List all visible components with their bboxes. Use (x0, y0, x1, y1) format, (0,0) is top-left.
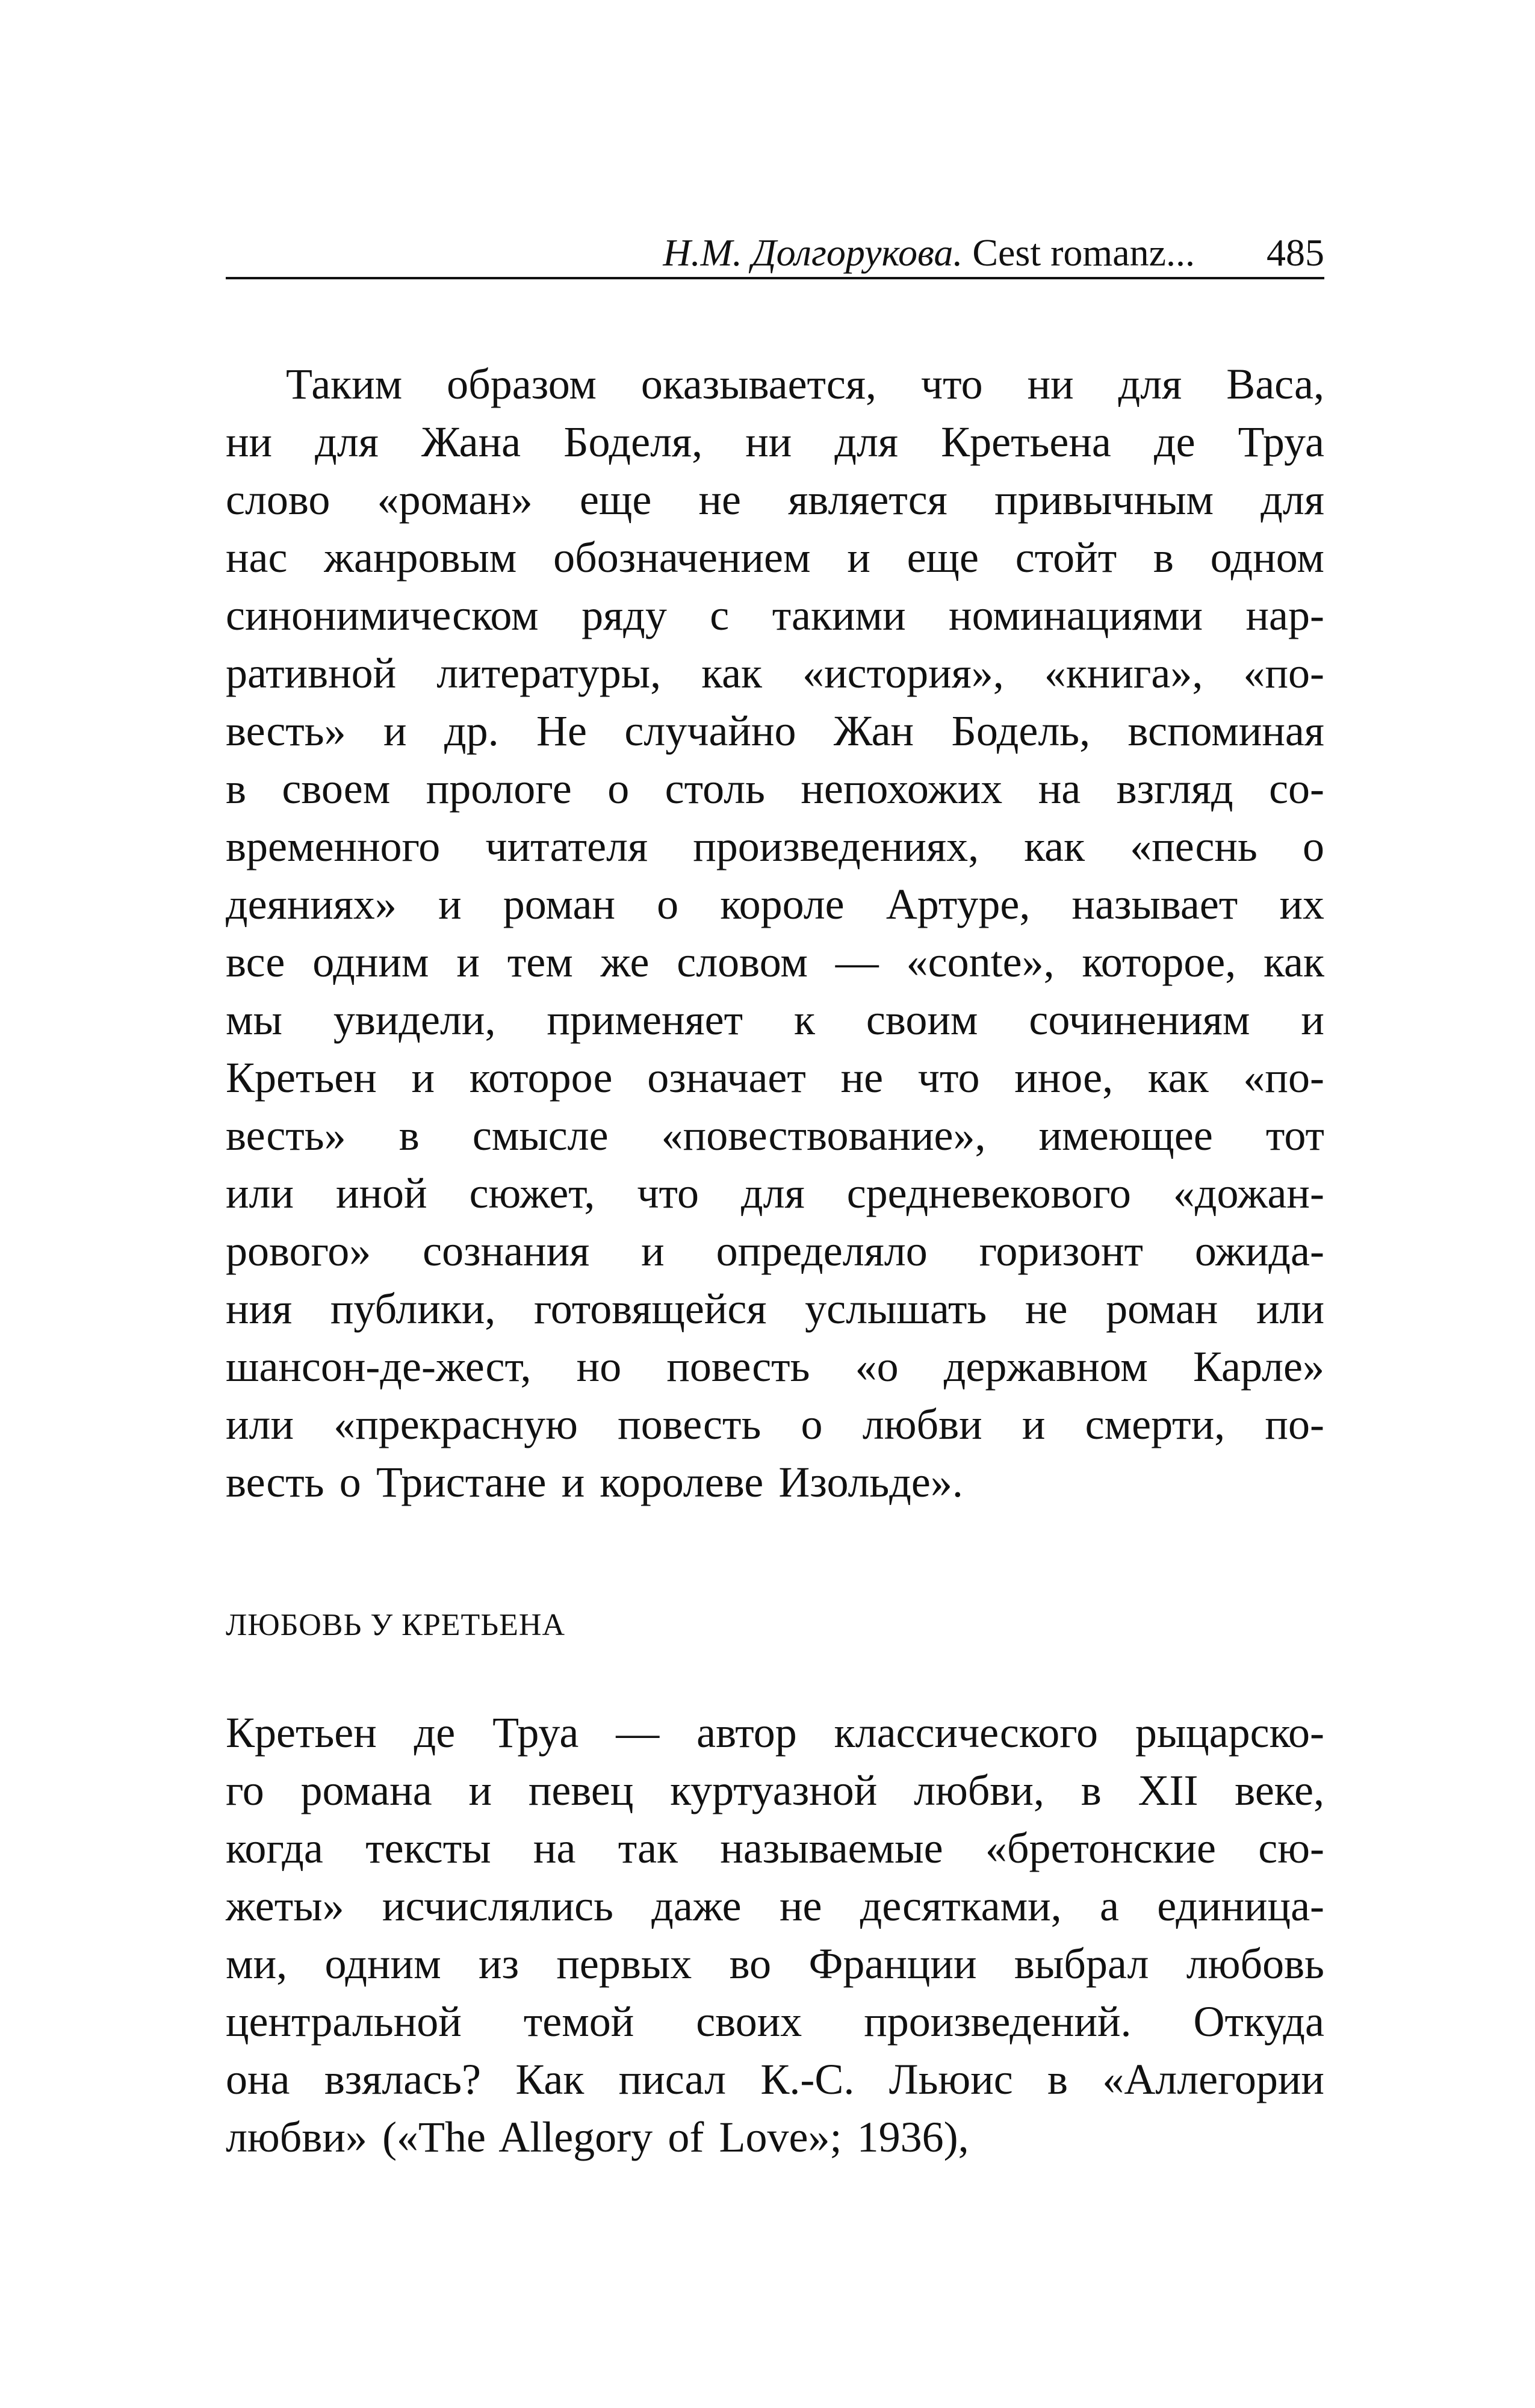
text-line: весть» и др. Не случайно Жан Бодель, вспоминая (226, 707, 1324, 755)
text-line: весть о Тристане и королеве Изольде». (226, 1458, 963, 1506)
text-line: деяниях» и роман о короле Артуре, называет их (226, 880, 1324, 928)
text-line: когда тексты на так называемые «бретонские сю- (226, 1824, 1324, 1872)
text-line: весть» в смысле «повествование», имеющее тот (226, 1111, 1324, 1159)
text-line: ративной литературы, как «история», «книга», «по- (226, 649, 1324, 697)
paragraph-2 (226, 1704, 1324, 2166)
text-line: в своем прологе о столь непохожих на взгляд со- (226, 765, 1324, 813)
running-head-work-title: Cest romanz... (972, 231, 1195, 274)
paragraph-1 (226, 355, 1324, 1511)
text-line: ния публики, готовящейся услышать не роман или (226, 1285, 1324, 1333)
text-line: ми, одним из первых во Франции выбрал любовь (226, 1940, 1324, 1988)
page-number: 485 (1267, 231, 1324, 274)
text-line: любви» («The Allegory of Love»; 1936), (226, 2113, 969, 2161)
section-heading: ЛЮБОВЬ У КРЕТЬЕНА (226, 1608, 565, 1642)
text-line: мы увидели, применяет к своим сочинениям и (226, 996, 1324, 1044)
text-line: Кретьен де Труа — автор классического рыцарско- (226, 1708, 1324, 1757)
text-line: Кретьен и которое означает не что иное, как «по- (226, 1054, 1324, 1102)
text-line: жеты» исчислялись даже не десятками, а единица- (226, 1882, 1324, 1930)
text-line: слово «роман» еще не является привычным для (226, 476, 1324, 524)
text-line: временного читателя произведениях, как «песнь о (226, 822, 1324, 870)
text-line: она взялась? Как писал К.-С. Льюис в «Аллегории (226, 2055, 1324, 2103)
book-page (226, 0, 1324, 2408)
text-line: рового» сознания и определяло горизонт ожида- (226, 1227, 1324, 1275)
text-line: или иной сюжет, что для средневекового «дожан- (226, 1169, 1324, 1217)
text-line: го романа и певец куртуазной любви, в XII веке, (226, 1766, 1324, 1814)
text-line: или «прекрасную повесть о любви и смерти, по- (226, 1400, 1324, 1448)
running-head-title (663, 229, 1195, 277)
text-line: нас жанровым обозначением и еще стойт в одном (226, 533, 1324, 582)
text-line: ни для Жана Боделя, ни для Кретьена де Труа (226, 418, 1324, 466)
text-line: центральной темой своих произведений. Откуда (226, 1997, 1324, 2046)
text-line: все одним и тем же словом — «conte», которое, как (226, 938, 1324, 986)
running-head (226, 229, 1324, 279)
running-head-author: Н.М. Долгорукова. (663, 231, 963, 274)
text-line: синонимическом ряду с такими номинациями нар- (226, 591, 1324, 639)
text-line: шансон-де-жест, но повесть «о державном Карле» (226, 1342, 1324, 1391)
text-line: Таким образом оказывается, что ни для Васа, (286, 360, 1324, 408)
